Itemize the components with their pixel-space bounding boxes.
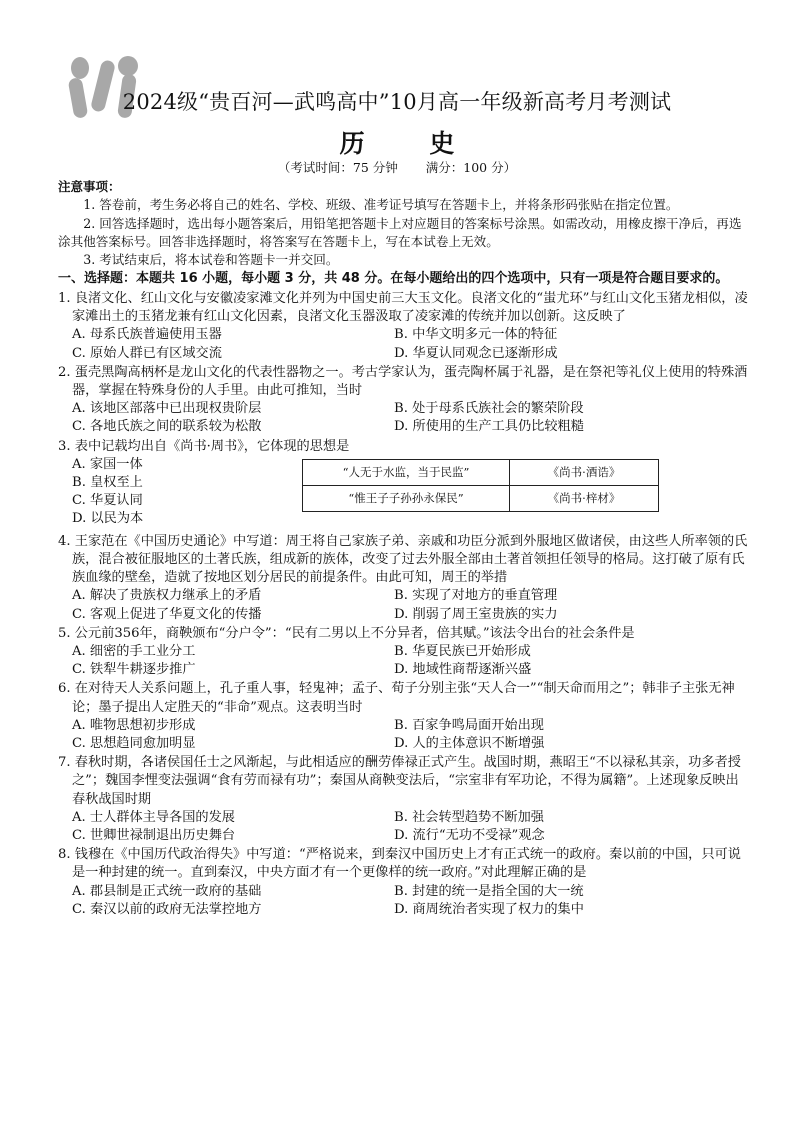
exam-content [58,178,748,919]
option-d: D. 人的主体意识不断增强 [394,735,545,751]
section-title: 一、选择题：本题共 16 小题，每小题 3 分，共 48 分。在每小题给出的四个选项中，只有一项是符合题目要求的。 [58,271,729,287]
option-d: D. 削弱了周王室贵族的实力 [394,606,558,622]
question-3 [58,438,748,532]
table-cell-source: 《尚书·酒诰》 [510,459,659,485]
option-b: B. 中华文明多元一体的特征 [394,327,558,343]
question-6 [58,680,748,753]
question-stem: 4. 王家范在《中国历史通论》中写道：周王将自己家族子弟、亲戚和功臣分派到外服地区做诸侯，由这些人所率领的氏族，混合被征服地区的土著氏族，组成新的族体，改变了过去外服全部由土著首领担任领导的格局。这打破了原有氏族血缘的壁垒，造就了按地区划分居民的前提条件。由此可知，周王的举措 [58,533,748,586]
option-a: A. 家国一体 [72,456,143,472]
question-stem: 1. 良渚文化、红山文化与安徽凌家滩文化并列为中国史前三大玉文化。良渚文化的“蚩尤环”与红山文化玉猪龙相似，凌家滩出土的玉猪龙兼有红山文化因素，良渚文化玉器汲取了凌家滩的传统并加以创新。这反映了 [58,290,748,325]
option-a: A. 细密的手工业分工 [72,643,196,659]
option-a: A. 郡县制是正式统一政府的基础 [72,883,262,899]
option-c: C. 世卿世禄制退出历史舞台 [72,827,236,843]
option-b: B. 华夏民族已开始形成 [394,643,531,659]
option-c: C. 原始人群已有区域交流 [72,345,222,361]
table-cell-quote: “惟王子子孙孙永保民” [303,485,510,511]
question-stem: 3. 表中记载均出自《尚书·周书》，它体现的思想是 [58,438,350,454]
option-b: B. 皇权至上 [72,474,143,490]
option-b: B. 实现了对地方的垂直管理 [394,588,558,604]
option-c: C. 思想趋同愈加明显 [72,735,196,751]
option-d: D. 华夏认同观念已逐渐形成 [394,345,558,361]
notice-item: 1. 答卷前，考生务必将自己的姓名、学校、班级、准考证号填写在答题卡上，并将条形码张贴在指定位置。 [83,197,679,213]
question-stem: 5. 公元前356年，商鞅颁布“分户令”：“民有二男以上不分异者，倍其赋。”该法令出台的社会条件是 [58,625,635,641]
option-c: C. 华夏认同 [72,493,143,509]
option-d: D. 以民为本 [72,511,144,527]
question-stem: 2. 蛋壳黑陶高柄杯是龙山文化的代表性器物之一。考古学家认为，蛋壳陶杯属于礼器，是在祭祀等礼仪上使用的特殊酒器，掌握在特殊身份的人手里。由此可推知，当时 [58,364,748,398]
question-stem: 8. 钱穆在《中国历代政治得失》中写道：“严格说来，到秦汉中国历史上才有正式统一的政府。秦以前的中国，只可说是一种封建的统一。直到秦汉，中央方面才有一个更像样的统一政府。”对此理解正确的是 [58,847,741,881]
notice-item: 3. 考试结束后，将本试卷和答题卡一并交回。 [83,252,339,268]
question-7 [58,754,748,845]
subject-title: 历 史 [339,129,483,158]
option-c: C. 铁犁牛耕逐步推广 [72,662,196,678]
option-a: A. 士人群体主导各国的发展 [72,809,235,825]
option-d: D. 地域性商帮逐渐兴盛 [394,662,532,678]
question-4 [58,533,748,624]
question-5 [58,625,748,680]
exam-title: 2024级“贵百河—武鸣高中”10月高一年级新高考月考测试 [122,90,672,114]
option-d: D. 流行“无功不受禄”观念 [394,827,545,843]
option-a: A. 该地区部落中已出现权贵阶层 [72,401,262,417]
question-stem: 6. 在对待天人关系问题上，孔子重人事，轻鬼神；孟子、荀子分别主张“天人合一”“制天命而用之”；韩非子主张无神论；墨子提出人定胜天的“非命”观点。这表明当时 [58,681,735,715]
exam-time: （考试时间：75 分钟 [277,160,398,175]
exam-info [0,158,794,176]
question-stem: 7. 春秋时期，各诸侯国任士之风渐起，与此相适应的酬劳俸禄正式产生。战国时期，燕昭王“不以禄私其亲，功多者授之”；魏国李悝变法强调“食有劳而禄有功”；秦国从商鞅变法后，“宗室非有军功论，不得为属籍”。上述现象反映出春秋战国时期 [58,755,741,807]
option-a: A. 母系氏族普遍使用玉器 [72,327,222,343]
option-c: C. 秦汉以前的政府无法掌控地方 [72,901,262,917]
question-8 [58,846,748,919]
option-b: B. 封建的统一是指全国的大一统 [394,883,584,899]
option-b: B. 处于母系氏族社会的繁荣阶段 [394,401,584,417]
table-row [303,459,659,485]
option-d: D. 商周统治者实现了权力的集中 [394,901,584,917]
option-a: A. 解决了贵族权力继承上的矛盾 [72,588,262,604]
quote-table [302,459,659,512]
table-cell-quote: “人无于水监，当于民监” [303,459,510,485]
question-1 [58,290,748,363]
option-c: C. 客观上促进了华夏文化的传播 [72,606,262,622]
option-a: A. 唯物思想初步形成 [72,717,196,733]
notice-title: 注意事项： [58,179,121,194]
question-2 [58,364,748,437]
table-row [303,485,659,511]
option-b: B. 社会转型趋势不断加强 [394,809,544,825]
exam-full-score: 满分：100 分） [425,160,517,175]
notice-item: 2. 回答选择题时，选出每小题答案后，用铅笔把答题卡上对应题目的答案标号涂黑。如需改动，用橡皮擦干净后，再选涂其他答案标号。回答非选择题时，将答案写在答题卡上，写在本试卷上无效。 [58,215,742,249]
option-c: C. 各地氏族之间的联系较为松散 [72,419,262,435]
option-d: D. 所使用的生产工具仍比较粗糙 [394,419,584,435]
option-b: B. 百家争鸣局面开始出现 [394,717,544,733]
table-cell-source: 《尚书·梓材》 [510,485,659,511]
